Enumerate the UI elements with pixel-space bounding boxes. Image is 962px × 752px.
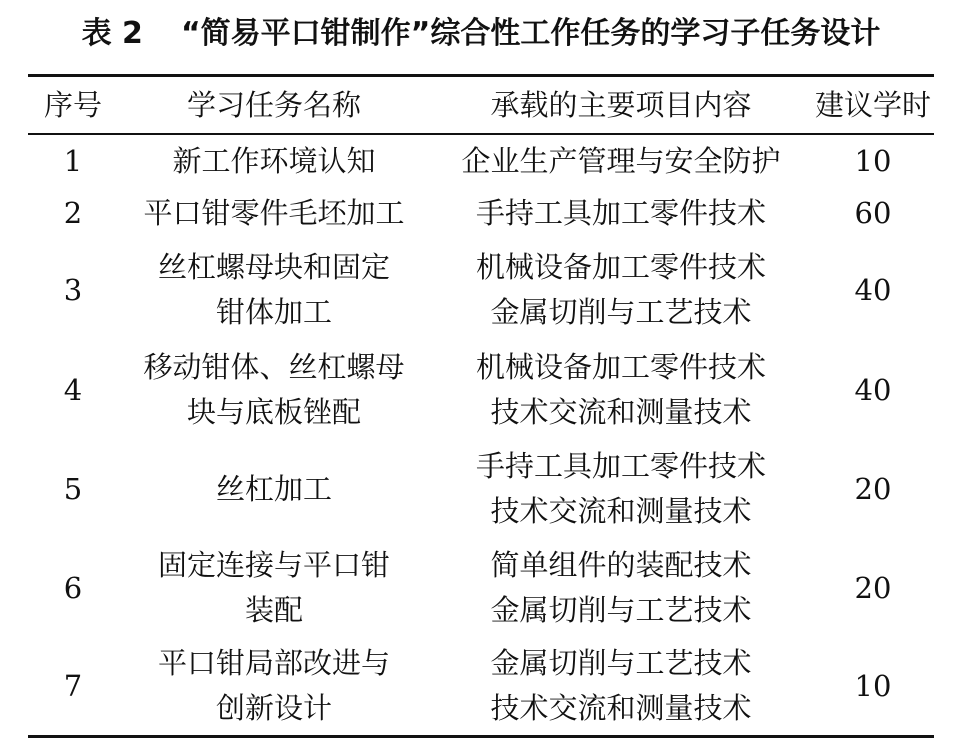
header-task-name: 学习任务名称 (186, 87, 361, 122)
row-task-name-line: 块与底板锉配 (186, 395, 361, 429)
row-index-line: 5 (63, 471, 83, 506)
row-hours-line: 20 (854, 471, 892, 506)
row-index-line: 2 (63, 195, 83, 230)
row-content-line: 手持工具加工零件技术 (475, 449, 766, 483)
row-task-name-line: 钳体加工 (215, 295, 332, 329)
row-index (28, 538, 118, 638)
row-task-name (118, 136, 430, 186)
row-content-line: 机械设备加工零件技术 (475, 250, 766, 284)
table-header-rule (28, 133, 934, 135)
row-hours (812, 440, 934, 538)
row-index-line: 3 (63, 272, 83, 307)
row-index-line: 4 (63, 372, 83, 407)
row-content (430, 340, 812, 440)
row-hours (812, 240, 934, 340)
row-hours (812, 638, 934, 734)
row-task-name (118, 240, 430, 340)
row-task-name-line: 丝杠加工 (215, 471, 332, 506)
row-task-name (118, 186, 430, 240)
row-hours (812, 538, 934, 638)
row-hours-line: 60 (854, 195, 892, 230)
row-task-name (118, 340, 430, 440)
row-task-name-line: 丝杠螺母块和固定 (157, 250, 390, 284)
row-index-line: 7 (63, 668, 83, 703)
row-content (430, 440, 812, 538)
row-task-name-line: 移动钳体、丝杠螺母 (143, 350, 405, 384)
row-task-name-line: 装配 (244, 593, 303, 627)
row-index (28, 440, 118, 538)
header-content: 承载的主要项目内容 (490, 87, 752, 122)
table-title: “简易平口钳制作”综合性工作任务的学习子任务设计 (180, 16, 881, 51)
row-task-name-line: 平口钳局部改进与 (157, 646, 390, 680)
row-task-name (118, 638, 430, 734)
row-content-line: 简单组件的装配技术 (490, 548, 752, 582)
header-index: 序号 (43, 87, 102, 122)
row-content-line: 手持工具加工零件技术 (475, 195, 766, 230)
row-index-line: 6 (63, 570, 83, 605)
row-content (430, 538, 812, 638)
row-content-line: 机械设备加工零件技术 (475, 350, 766, 384)
table-number: 表 2 (81, 16, 143, 51)
row-task-name-line: 新工作环境认知 (172, 143, 376, 178)
table-bottom-rule (28, 735, 934, 738)
row-index (28, 638, 118, 734)
row-task-name (118, 440, 430, 538)
row-task-name-line: 创新设计 (215, 691, 332, 725)
row-content (430, 240, 812, 340)
row-task-name-line: 平口钳零件毛坯加工 (143, 195, 405, 230)
row-index-line: 1 (63, 143, 83, 178)
row-hours-line: 40 (854, 272, 892, 307)
row-index (28, 240, 118, 340)
row-index (28, 136, 118, 186)
row-hours-line: 20 (854, 570, 892, 605)
row-content-line: 技术交流和测量技术 (490, 494, 752, 528)
row-content-line: 企业生产管理与安全防护 (461, 143, 781, 178)
row-content (430, 638, 812, 734)
header-hours: 建议学时 (814, 87, 931, 122)
row-content-line: 技术交流和测量技术 (490, 691, 752, 725)
row-hours (812, 136, 934, 186)
row-hours-line: 10 (854, 668, 892, 703)
row-content (430, 186, 812, 240)
table-caption (0, 12, 962, 56)
row-hours-line: 10 (854, 143, 892, 178)
row-content-line: 金属切削与工艺技术 (490, 646, 752, 680)
row-task-name (118, 538, 430, 638)
row-content-line: 技术交流和测量技术 (490, 395, 752, 429)
table-top-rule (28, 74, 934, 77)
row-index (28, 340, 118, 440)
row-content-line: 金属切削与工艺技术 (490, 593, 752, 627)
row-content-line: 金属切削与工艺技术 (490, 295, 752, 329)
row-index (28, 186, 118, 240)
row-hours (812, 340, 934, 440)
row-hours (812, 186, 934, 240)
row-task-name-line: 固定连接与平口钳 (157, 548, 390, 582)
row-hours-line: 40 (854, 372, 892, 407)
row-content (430, 136, 812, 186)
